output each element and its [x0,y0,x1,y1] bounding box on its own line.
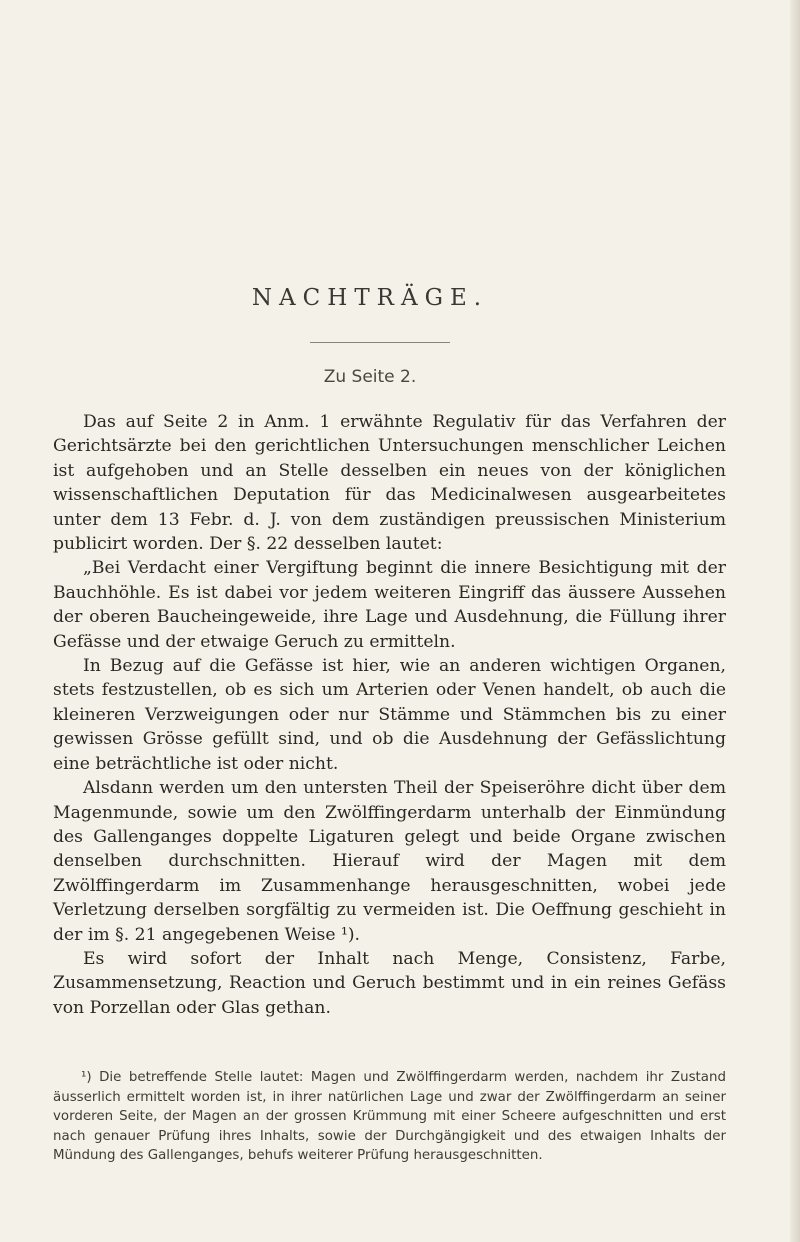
footnote [53,1068,726,1166]
paragraph-5: Es wird sofort der Inhalt nach Menge, Consistenz, Farbe, Zusammensetzung, Reaction und Geruch bestimmt und in ein reines Gefäss von Porzellan oder Glas gethan. [53,948,726,1018]
heading-divider [310,342,450,343]
paragraph-2: „Bei Verdacht einer Vergiftung beginnt die innere Besichtigung mit der Bauchhöhle. Es ist dabei vor jedem weiteren Eingriff das äussere Aussehen der oberen Baucheingeweide, ihre Lage und Ausdehnung, die Füllung ihrer Gefässe und der etwaige Geruch zu ermitteln. [53,558,726,652]
paragraph-4: Alsdann werden um den untersten Theil der Speiseröhre dicht über dem Magenmunde, sowie um den Zwölffingerdarm unterhalb der Einmündung des Gallenganges doppelte Ligaturen gelegt und beide Organe zwischen denselben durchschnitten. Hierauf wird der Magen mit dem Zwölffingerdarm im Zusammenhange herausgeschnitten, wobei jede Verletzung derselben sorgfältig zu vermeiden ist. Die Oeffnung geschieht in der im §. 21 angegebenen Weise ¹). [53,778,726,945]
page-heading: NACHTRÄGE. [251,285,489,311]
body-text [53,410,726,1020]
paragraph-3: In Bezug auf die Gefässe ist hier, wie an anderen wichtigen Organen, stets festzustellen, ob es sich um Arterien oder Venen handelt, ob auch die kleineren Verzweigungen oder nur Stämme und Stämmchen bis zu einer gewissen Grösse gefüllt sind, und ob die Ausdehnung der Gefässlichtung eine beträchtliche ist oder nicht. [53,656,726,774]
page-edge [790,0,800,1242]
section-subheading: Zu Seite 2. [323,367,417,387]
footnote-text: ¹) Die betreffende Stelle lautet: Magen und Zwölffingerdarm werden, nachdem ihr Zustand äusserlich ermittelt worden ist, in ihrer natürlichen Lage und zwar der Zwölffingerdarm an seiner vorderen Seite, der Magen an der grossen Krümmung mit einer Scheere aufgeschnitten und erst nach genauer Prüfung ihres Inhalts, sowie der Durchgängigkeit und des etwaigen Inhalts der Mündung des Gallenganges, behufs weiterer Prüfung herausgeschnitten. [53,1070,726,1163]
paragraph-1: Das auf Seite 2 in Anm. 1 erwähnte Regulativ für das Verfahren der Gerichtsärzte bei den gerichtlichen Untersuchungen menschlicher Leichen ist aufgehoben und an Stelle desselben ein neues von der königlichen wissenschaftlichen Deputation für das Medicinalwesen ausgearbeitetes unter dem 13 Febr. d. J. von dem zuständigen preussischen Ministerium publicirt worden. Der §. 22 desselben lautet: [53,412,726,555]
